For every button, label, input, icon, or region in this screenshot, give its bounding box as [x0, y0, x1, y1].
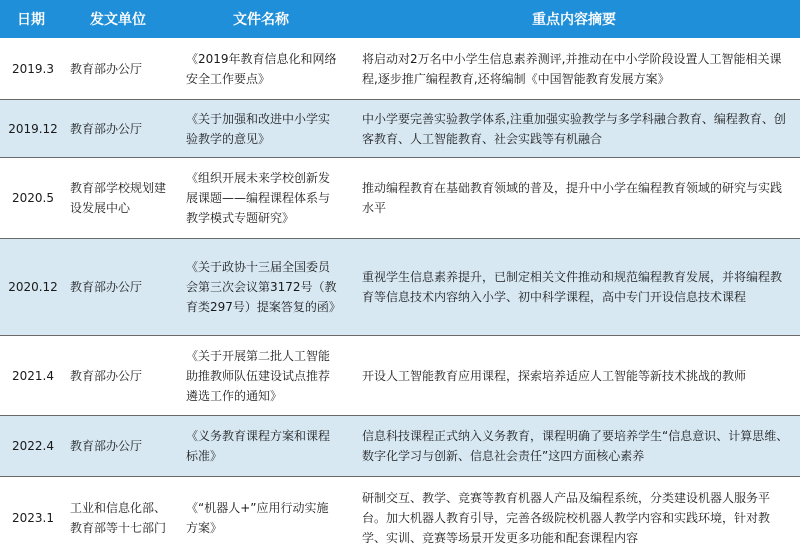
row-summary: 将启动对2万名中小学生信息素养测评,并推动在中小学阶段设置人工智能相关课程,逐步推广编程教育,还将编制《中国智能教育发展方案》: [362, 51, 782, 86]
table-row: [0, 477, 800, 559]
header-date: 日期: [17, 12, 45, 28]
row-summary: 开设人工智能教育应用课程，探索培养适应人工智能等新技术挑战的教师: [362, 368, 747, 383]
row-unit: 教育部办公厅: [70, 439, 143, 453]
row-summary: 推动编程教育在基础教育领域的普及，提升中小学在编程教育领域的研究与实践水平: [362, 181, 783, 215]
header-summary: 重点内容摘要: [532, 12, 616, 28]
row-unit: 教育部办公厅: [70, 280, 143, 294]
row-date: 2022.4: [12, 439, 54, 453]
row-file: 《关于政协十三届全国委员会第三次会议第3172号（教育类297号）提案答复的函》: [186, 260, 341, 314]
row-unit: 教育部办公厅: [70, 61, 143, 76]
row-date: 2020.5: [12, 191, 54, 205]
row-file: 《关于加强和改进中小学实验教学的意见》: [186, 111, 331, 146]
row-file: 《组织开展未来学校创新发展课题——编程课程体系与教学模式专题研究》: [186, 171, 331, 225]
row-summary: 信息科技课程正式纳入义务教育，课程明确了要培养学生“信息意识、计算思维、数字化学习与创新、信息社会责任”这四方面核心素养: [362, 429, 789, 463]
table-row: [0, 416, 800, 477]
row-unit: 教育部办公厅: [70, 368, 143, 383]
row-date: 2019.12: [8, 121, 58, 136]
row-unit: 教育部办公厅: [70, 121, 143, 136]
table-header: [0, 0, 800, 38]
table-row: [0, 239, 800, 336]
header-file: 文件名称: [233, 12, 289, 28]
table-row: [0, 38, 800, 100]
row-summary: 中小学要完善实验教学体系,注重加强实验教学与多学科融合教育、编程教育、创客教育、人工智能教育、社会实践等有机融合: [362, 111, 786, 146]
row-unit: 教育部学校规划建设发展中心: [70, 181, 167, 215]
row-date: 2021.4: [12, 368, 54, 383]
table-row: [0, 158, 800, 239]
row-date: 2020.12: [8, 280, 58, 294]
row-file: 《义务教育课程方案和课程标准》: [186, 429, 331, 463]
row-date: 2023.1: [12, 511, 54, 525]
row-date: 2019.3: [12, 61, 54, 76]
row-unit: 工业和信息化部、教育部等十七部门: [70, 501, 167, 535]
table-row: [0, 336, 800, 416]
row-file: 《“机器人+”应用行动实施方案》: [186, 501, 329, 535]
row-summary: 重视学生信息素养提升，已制定相关文件推动和规范编程教育发展，并将编程教育等信息技术内容纳入小学、初中科学课程，高中专门开设信息技术课程: [362, 270, 783, 304]
row-file: 《2019年教育信息化和网络安全工作要点》: [186, 51, 337, 86]
row-file: 《关于开展第二批人工智能助推教师队伍建设试点推荐遴选工作的通知》: [186, 348, 331, 403]
table-row: [0, 100, 800, 158]
row-summary: 研制交互、教学、竞赛等教育机器人产品及编程系统，分类建设机器人服务平台。加大机器人教育引导，完善各级院校机器人教学内容和实践环境，针对教学、实训、竞赛等场景开发更多功能和配套课程内容: [362, 491, 771, 545]
header-unit: 发文单位: [90, 12, 146, 28]
